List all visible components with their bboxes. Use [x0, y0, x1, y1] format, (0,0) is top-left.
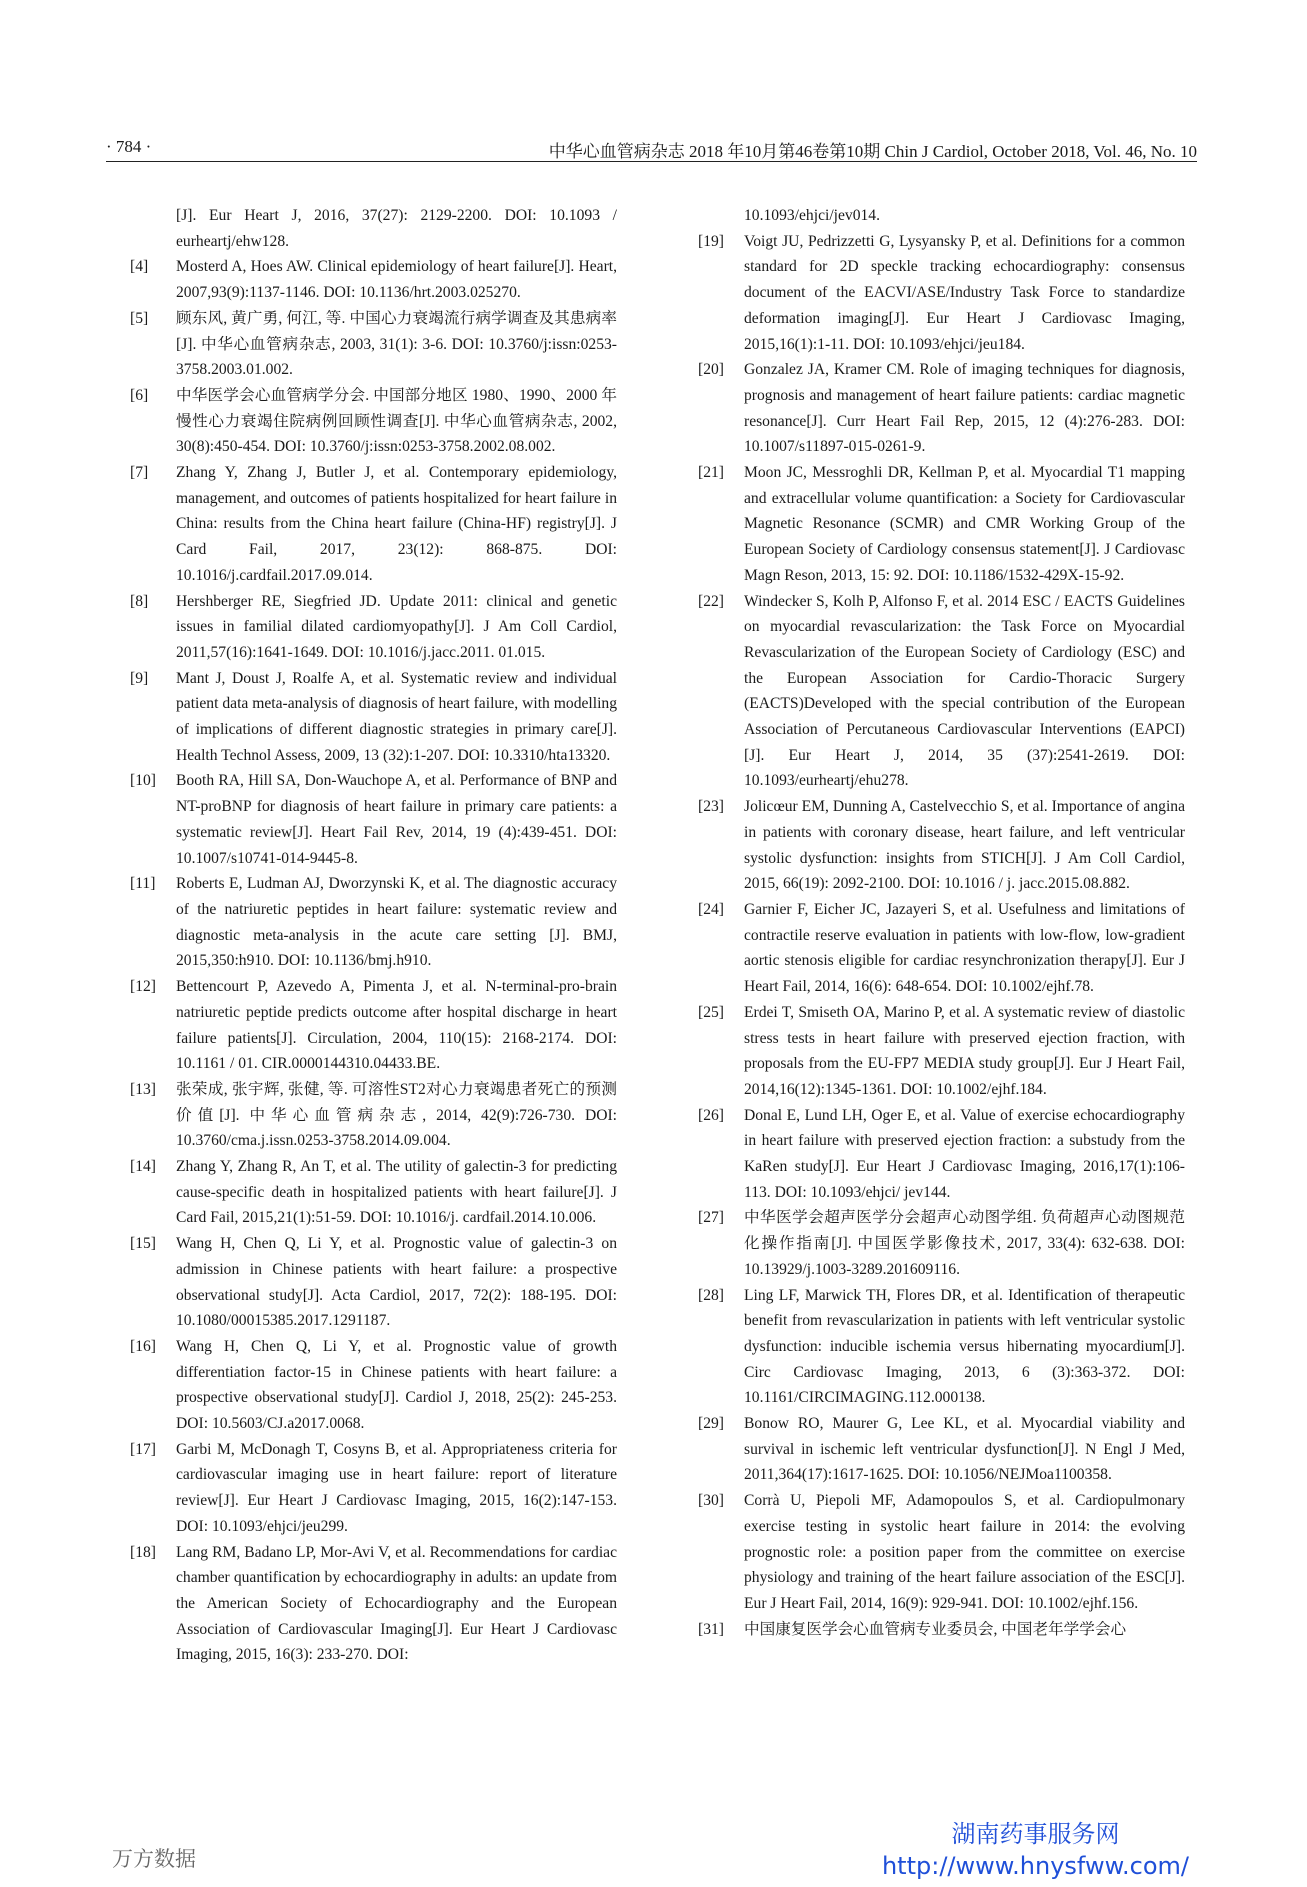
reference-item	[698, 203, 1185, 229]
reference-number: [29]	[698, 1415, 724, 1433]
reference-number: [23]	[698, 798, 724, 816]
reference-text: Zhang Y, Zhang R, An T, et al. The utility of galectin-3 for predicting cause-specific death in hospitalized patients with heart failure[J]. J Card Fail, 2015,21(1):51-59. DOI: 10.1016/j. cardfail.2014.10.006.	[176, 1158, 617, 1227]
reference-text: Ling LF, Marwick TH, Flores DR, et al. Identification of therapeutic benefit from revascularization in patients with left ventricular systolic dysfunction: inducible ischemia versus hibernating myocardium[J]. Circ Cardiovasc Imaging, 2013, 6 (3):363-372. DOI: 10.1161/CIRCIMAGING.112.000138.	[744, 1286, 1185, 1407]
reference-number: [9]	[130, 669, 149, 687]
reference-number: [12]	[130, 978, 156, 996]
reference-text: Bettencourt P, Azevedo A, Pimenta J, et al. N-terminal-pro-brain natriuretic peptide predicts outcome after hospital discharge in heart failure patients[J]. Circulation, 2004, 110(15): 2168-2174. DOI: 10.1161 / 01. CIR.0000144310.04433.BE.	[176, 978, 617, 1073]
reference-number: [28]	[698, 1286, 724, 1304]
reference-text: 顾东风, 黄广勇, 何江, 等. 中国心力衰竭流行病学调查及其患病率[J]. 中华心血管病杂志, 2003, 31(1): 3-6. DOI: 10.3760/j:issn:0253-3758.2003.01.002.	[176, 309, 617, 379]
reference-item	[130, 254, 617, 305]
watermark-name: 湖南药事服务网	[951, 1820, 1120, 1848]
reference-number: [30]	[698, 1492, 724, 1510]
reference-item	[698, 1617, 1185, 1643]
reference-number: [19]	[698, 232, 724, 250]
reference-item	[130, 666, 617, 769]
reference-number: [7]	[130, 464, 149, 482]
reference-item	[698, 1103, 1185, 1206]
reference-text: Garbi M, McDonagh T, Cosyns B, et al. Appropriateness criteria for cardiovascular imaging use in heart failure: report of literature review[J]. Eur Heart J Cardiovasc Imaging, 2015, 16(2):147-153. DOI: 10.1093/ehjci/jeu299.	[176, 1440, 617, 1535]
reference-text: Hershberger RE, Siegfried JD. Update 2011: clinical and genetic issues in familial dilated cardiomyopathy[J]. J Am Coll Cardiol, 2011,57(16):1641-1649. DOI: 10.1016/j.jacc.2011. 01.015.	[176, 592, 617, 661]
reference-item	[698, 460, 1185, 589]
running-header	[106, 137, 1197, 162]
reference-text: 10.1093/ehjci/jev014.	[744, 207, 880, 224]
reference-item	[698, 897, 1185, 1000]
reference-number: [24]	[698, 900, 724, 918]
reference-item	[130, 383, 617, 460]
reference-item	[130, 1334, 617, 1437]
reference-number: [4]	[130, 258, 149, 276]
reference-item	[698, 1205, 1185, 1282]
references-right-column	[698, 203, 1185, 1642]
reference-text: Jolicœur EM, Dunning A, Castelvecchio S, et al. Importance of angina in patients with coronary disease, heart failure, and left ventricular systolic dysfunction: insights from STICH[J]. J Am Coll Cardiol, 2015, 66(19): 2092-2100. DOI: 10.1016 / j. jacc.2015.08.882.	[744, 798, 1185, 893]
reference-item	[698, 1488, 1185, 1617]
reference-text: [J]. Eur Heart J, 2016, 37(27): 2129-2200. DOI: 10.1093 / eurheartj/ehw128.	[176, 207, 617, 250]
reference-text: Gonzalez JA, Kramer CM. Role of imaging techniques for diagnosis, prognosis and management of heart failure patients: cardiac magnetic resonance[J]. Curr Heart Fail Rep, 2015, 12 (4):276-283. DOI: 10.1007/s11897-015-0261-9.	[744, 361, 1185, 456]
watermark-url: http://www.hnysfww.com/	[881, 1852, 1189, 1880]
reference-item	[698, 357, 1185, 460]
reference-text: Windecker S, Kolh P, Alfonso F, et al. 2014 ESC / EACTS Guidelines on myocardial revascularization: the Task Force on Myocardial Revascularization of the European Society of Cardiology (ESC) and the European Association for Cardio-Thoracic Surgery (EACTS)Developed with the special contribution of the European Association of Percutaneous Cardiovascular Interventions (EAPCI)[J]. Eur Heart J, 2014, 35 (37):2541-2619. DOI: 10.1093/eurheartj/ehu278.	[744, 592, 1185, 790]
reference-item	[130, 589, 617, 666]
reference-item	[130, 203, 617, 254]
reference-item	[130, 1231, 617, 1334]
references-left-column	[130, 203, 617, 1668]
reference-number: [14]	[130, 1158, 156, 1176]
watermark	[882, 1818, 1189, 1882]
reference-text: Mosterd A, Hoes AW. Clinical epidemiology of heart failure[J]. Heart, 2007,93(9):1137-1146. DOI: 10.1136/hrt.2003.025270.	[176, 258, 617, 302]
reference-number: [31]	[698, 1620, 724, 1638]
reference-text: Booth RA, Hill SA, Don-Wauchope A, et al. Performance of BNP and NT-proBNP for diagnosis of heart failure in primary care patients: a systematic review[J]. Heart Fail Rev, 2014, 19 (4):439-451. DOI: 10.1007/s10741-014-9445-8.	[176, 772, 617, 867]
reference-text: Moon JC, Messroghli DR, Kellman P, et al. Myocardial T1 mapping and extracellular volume quantification: a Society for Cardiovascular Magnetic Resonance (SCMR) and CMR Working Group of the European Society of Cardiology consensus statement[J]. J Cardiovasc Magn Reson, 2013, 15: 92. DOI: 10.1186/1532-429X-15-92.	[744, 464, 1185, 584]
reference-number: [27]	[698, 1209, 724, 1227]
reference-item	[130, 1540, 617, 1669]
reference-number: [18]	[130, 1543, 156, 1561]
reference-item	[130, 306, 617, 383]
reference-text: Mant J, Doust J, Roalfe A, et al. Systematic review and individual patient data meta-analysis of diagnosis of heart failure, with modelling of implications of different diagnostic strategies in primary care[J]. Health Technol Assess, 2009, 13 (32):1-207. DOI: 10.3310/hta13320.	[176, 669, 617, 764]
reference-item	[130, 460, 617, 589]
reference-text: Roberts E, Ludman AJ, Dworzynski K, et al. The diagnostic accuracy of the natriuretic peptides in heart failure: systematic review and diagnostic meta-analysis in the acute care setting [J]. BMJ, 2015,350:h910. DOI: 10.1136/bmj.h910.	[176, 875, 617, 970]
reference-item	[698, 229, 1185, 358]
journal-citation: 中华心血管病杂志 2018 年10月第46卷第10期 Chin J Cardiol, October 2018, Vol. 46, No. 10	[548, 142, 1197, 161]
reference-item	[698, 1000, 1185, 1103]
reference-text: Garnier F, Eicher JC, Jazayeri S, et al. Usefulness and limitations of contractile reserve evaluation in patients with low-flow, low-gradient aortic stenosis eligible for cardiac resynchronization therapy[J]. Eur J Heart Fail, 2014, 16(6): 648-654. DOI: 10.1002/ejhf.78.	[744, 900, 1185, 996]
reference-number: [20]	[698, 361, 724, 379]
reference-number: [21]	[698, 464, 724, 482]
reference-text: Corrà U, Piepoli MF, Adamopoulos S, et al. Cardiopulmonary exercise testing in systolic heart failure in 2014: the evolving prognostic role: a position paper from the committee on exercise physiology and training of the heart failure association of the ESC[J]. Eur J Heart Fail, 2014, 16(9): 929-941. DOI: 10.1002/ejhf.156.	[744, 1492, 1185, 1612]
reference-item	[698, 589, 1185, 795]
reference-text: 中国康复医学会心血管病专业委员会, 中国老年学学会心	[744, 1620, 1127, 1638]
reference-text: Wang H, Chen Q, Li Y, et al. Prognostic value of galectin-3 on admission in Chinese patients with heart failure: a prospective observational study[J]. Acta Cardiol, 2017, 72(2): 188-195. DOI: 10.1080/00015385.2017.1291187.	[176, 1235, 617, 1330]
reference-item	[698, 1411, 1185, 1488]
reference-text: Wang H, Chen Q, Li Y, et al. Prognostic value of growth differentiation factor-15 in Chinese patients with heart failure: a prospective observational study[J]. Cardiol J, 2018, 25(2): 245-253. DOI: 10.5603/CJ.a2017.0068.	[176, 1337, 617, 1433]
reference-number: [16]	[130, 1337, 156, 1355]
reference-number: [25]	[698, 1003, 724, 1021]
reference-item	[130, 871, 617, 974]
reference-text: Erdei T, Smiseth OA, Marino P, et al. A systematic review of diastolic stress tests in heart failure with preserved ejection fraction, with proposals from the EU-FP7 MEDIA study group[J]. Eur J Heart Fail, 2014,16(12):1345-1361. DOI: 10.1002/ejhf.184.	[744, 1003, 1185, 1098]
source-label: 万方数据	[112, 1847, 196, 1871]
reference-item	[130, 1154, 617, 1231]
reference-text: 中华医学会超声医学分会超声心动图学组. 负荷超声心动图规范化操作指南[J]. 中国医学影像技术, 2017, 33(4): 632-638. DOI: 10.13929/j.1003-3289.201609116.	[744, 1209, 1185, 1278]
reference-text: 张荣成, 张宇辉, 张健, 等. 可溶性ST2对心力衰竭患者死亡的预测价值[J]. 中华心血管病杂志, 2014, 42(9):726-730. DOI: 10.3760/cma.j.issn.0253-3758.2014.09.004.	[176, 1080, 617, 1150]
reference-text: Zhang Y, Zhang J, Butler J, et al. Contemporary epidemiology, management, and outcomes of patients hospitalized for heart failure in China: results from the China heart failure (China-HF) registry[J]. J Card Fail, 2017, 23(12): 868-875. DOI: 10.1016/j.cardfail.2017.09.014.	[176, 464, 617, 584]
reference-number: [5]	[130, 309, 149, 327]
reference-number: [6]	[130, 386, 149, 404]
reference-text: Lang RM, Badano LP, Mor-Avi V, et al. Recommendations for cardiac chamber quantification by echocardiography in adults: an update from the American Society of Echocardiography and the European Association of Cardiovascular Imaging[J]. Eur Heart J Cardiovasc Imaging, 2015, 16(3): 233-270. DOI:	[176, 1543, 617, 1664]
reference-text: 中华医学会心血管病学分会. 中国部分地区 1980、1990、2000 年慢性心力衰竭住院病例回顾性调查[J]. 中华心血管病杂志, 2002, 30(8):450-454. DOI: 10.3760/j:issn:0253-3758.2002.08.002.	[176, 386, 617, 456]
page-number: · 784 ·	[106, 137, 152, 156]
reference-item	[130, 1077, 617, 1154]
reference-text: Donal E, Lund LH, Oger E, et al. Value of exercise echocardiography in heart failure with preserved ejection fraction: a substudy from the KaRen study[J]. Eur Heart J Cardiovasc Imaging, 2016,17(1):106-113. DOI: 10.1093/ehjci/ jev144.	[744, 1106, 1185, 1201]
reference-number: [17]	[130, 1440, 156, 1458]
reference-number: [15]	[130, 1235, 156, 1253]
reference-number: [13]	[130, 1080, 156, 1098]
reference-text: Voigt JU, Pedrizzetti G, Lysyansky P, et al. Definitions for a common standard for 2D speckle tracking echocardiography: consensus document of the EACVI/ASE/Industry Task Force to standardize deformation imaging[J]. Eur Heart J Cardiovasc Imaging, 2015,16(1):1-11. DOI: 10.1093/ehjci/jeu184.	[744, 232, 1185, 353]
reference-number: [8]	[130, 592, 149, 610]
reference-item	[130, 768, 617, 871]
reference-number: [10]	[130, 772, 156, 790]
reference-number: [22]	[698, 592, 724, 610]
reference-item	[130, 1437, 617, 1540]
reference-item	[130, 974, 617, 1077]
reference-item	[698, 794, 1185, 897]
reference-text: Bonow RO, Maurer G, Lee KL, et al. Myocardial viability and survival in ischemic left ventricular dysfunction[J]. N Engl J Med, 2011,364(17):1617-1625. DOI: 10.1056/NEJMoa1100358.	[744, 1415, 1185, 1484]
reference-item	[698, 1283, 1185, 1412]
reference-number: [26]	[698, 1106, 724, 1124]
reference-number: [11]	[130, 875, 156, 893]
